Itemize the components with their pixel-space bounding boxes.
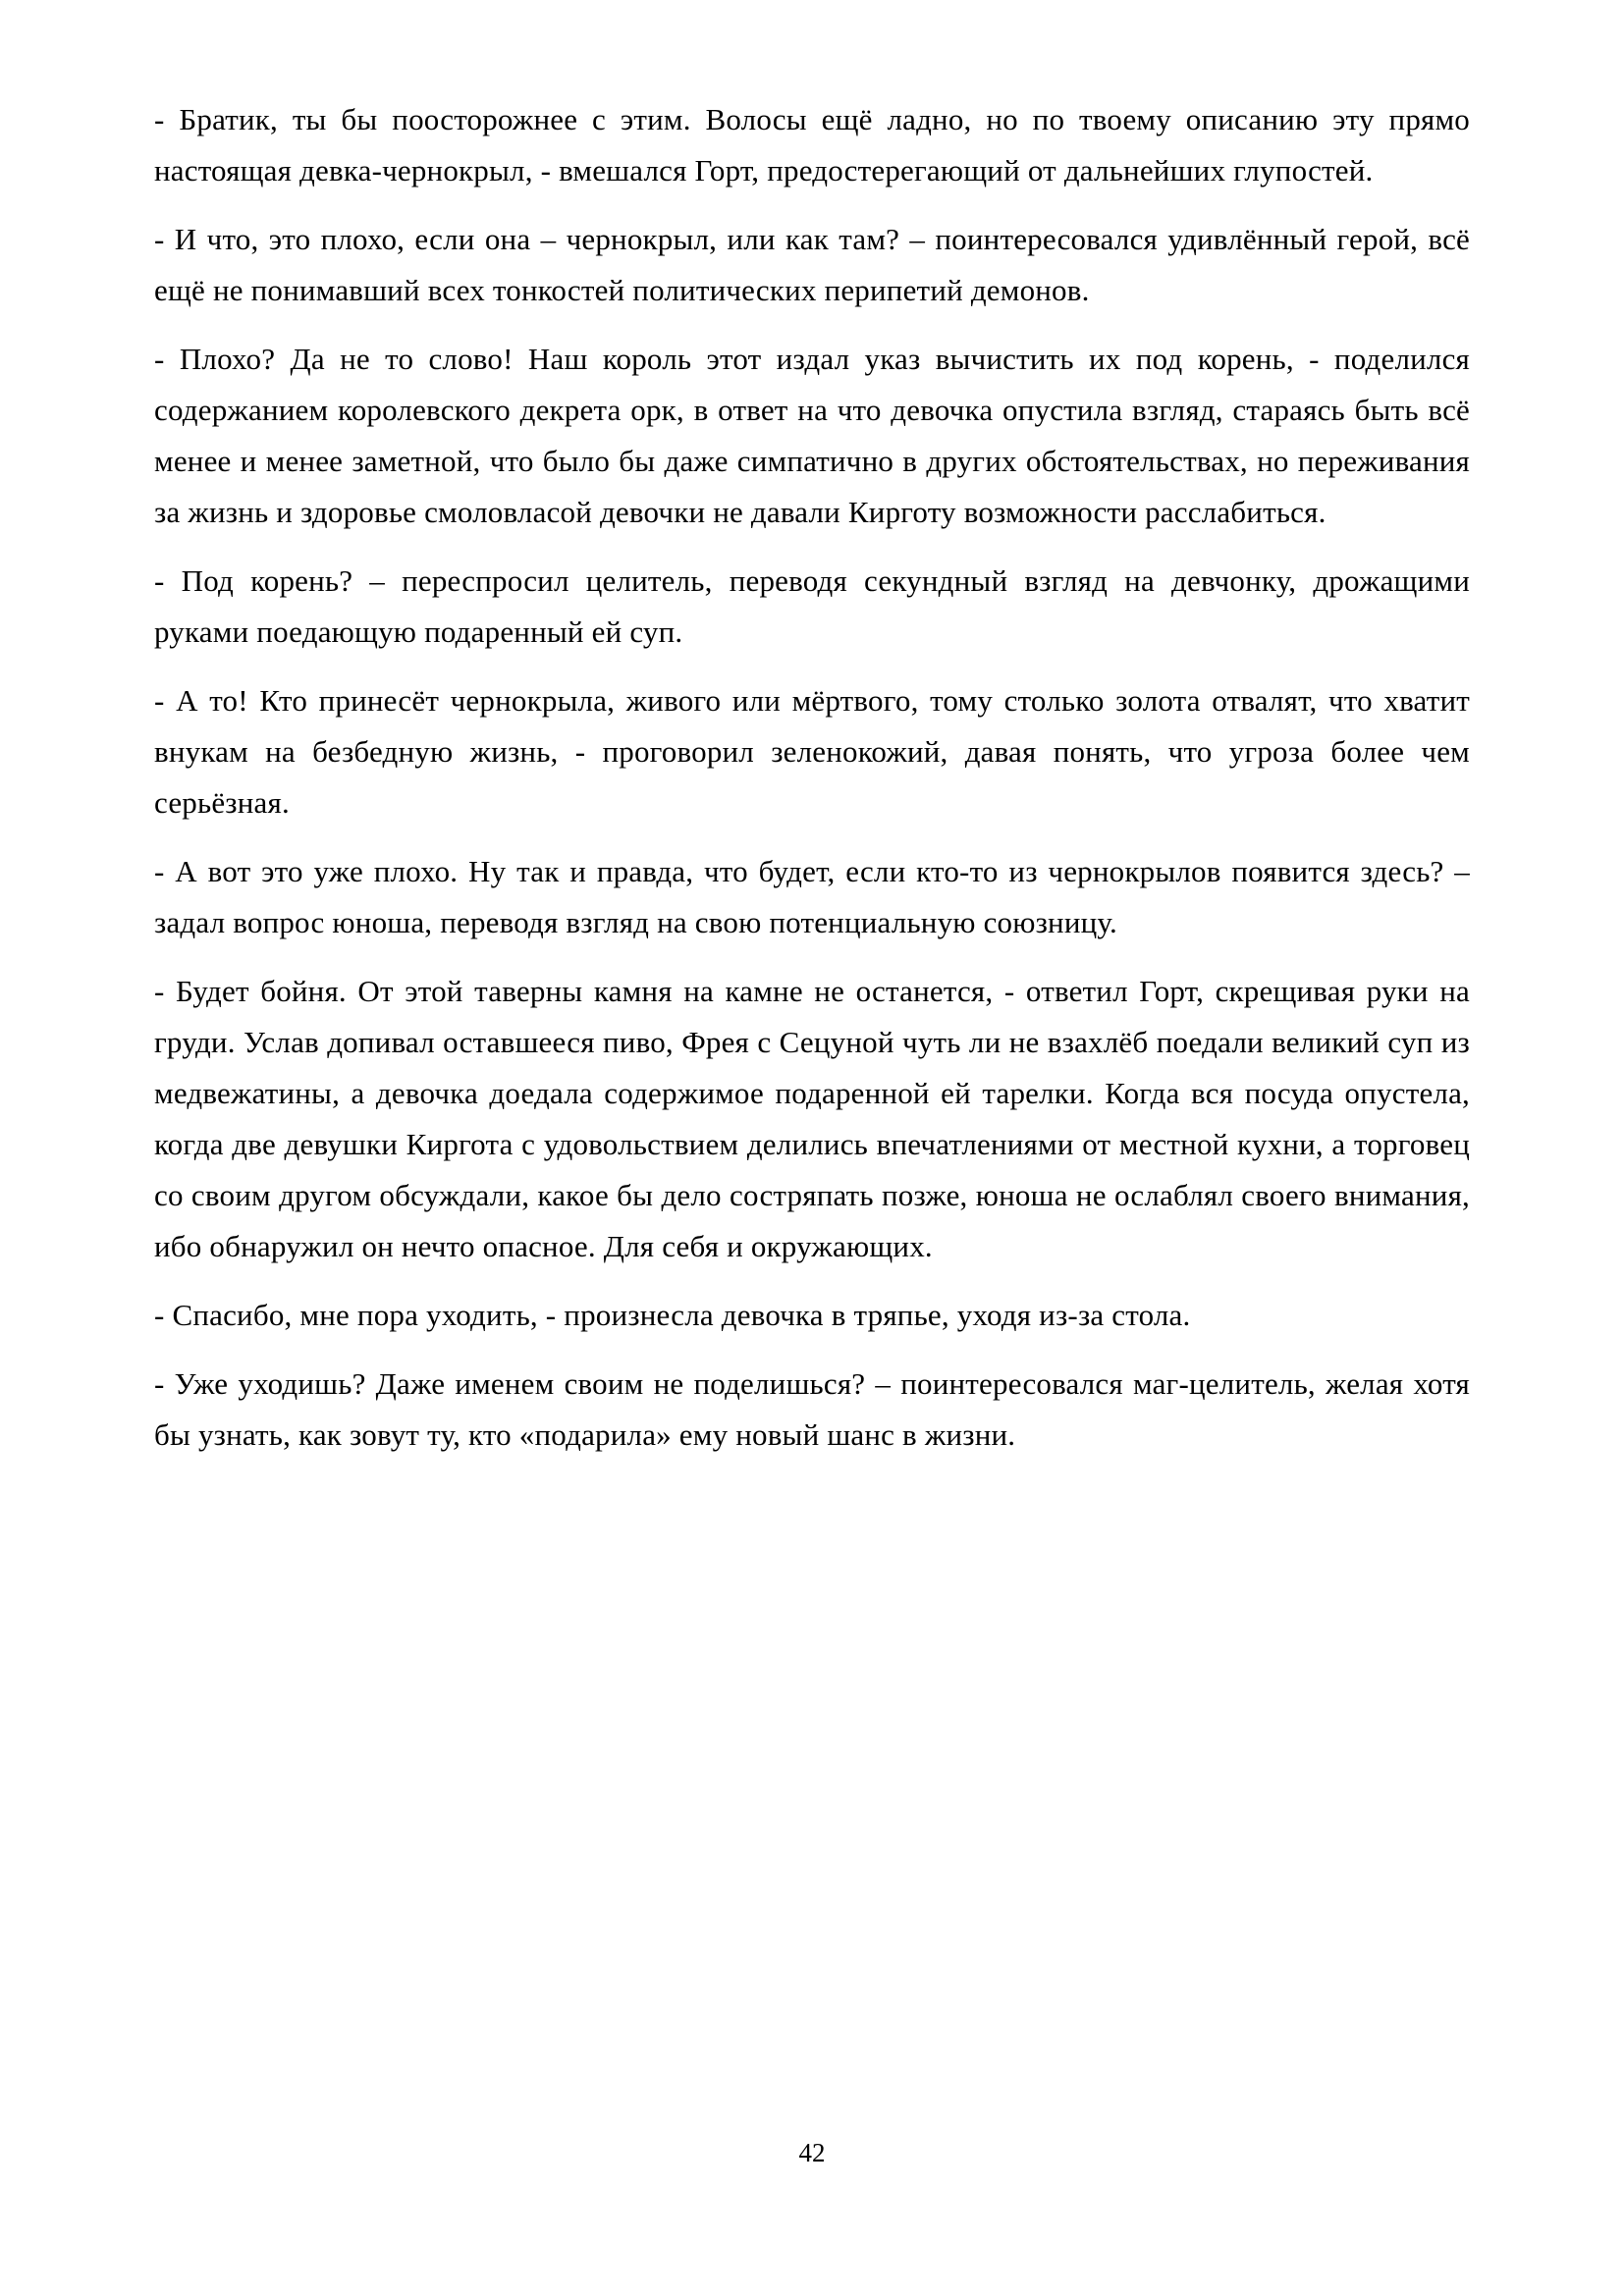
paragraph: - Будет бойня. От этой таверны камня на камне не останется, - ответил Горт, скрещивая руки на груди. Услав допивал оставшееся пиво, Фрея с Сецуной чуть ли не взахлёб поедали великий суп из медвежатины, а девочка доедала содержимое подаренной ей тарелки. Когда вся посуда опустела, когда две девушки Киргота с удовольствием делились впечатлениями от местной кухни, а торговец со своим другом обсуждали, какое бы дело состряпать позже, юноша не ослаблял своего внимания, ибо обнаружил он нечто опасное. Для себя и окружающих. [154,974,1470,1263]
paragraph: - Уже уходишь? Даже именем своим не поделишься? – поинтересовался маг-целитель, желая хотя бы узнать, как зовут ту, кто «подарила» ему новый шанс в жизни. [154,1366,1470,1452]
paragraph: - А то! Кто принесёт чернокрыла, живого или мёртвого, тому столько золота отвалят, что хватит внукам на безбедную жизнь, - проговорил зеленокожий, давая понять, что угроза более чем серьёзная. [154,683,1470,820]
page-text-block [154,94,1470,1478]
page-number: 42 [798,2138,826,2167]
paragraph: - Братик, ты бы поосторожнее с этим. Волосы ещё ладно, но по твоему описанию эту прямо настоящая девка-чернокрыл, - вмешался Горт, предостерегающий от дальнейших глупостей. [154,102,1470,187]
paragraph: - И что, это плохо, если она – чернокрыл, или как там? – поинтересовался удивлённый герой, всё ещё не понимавший всех тонкостей политических перипетий демонов. [154,222,1470,307]
paragraph: - Под корень? – переспросил целитель, переводя секундный взгляд на девчонку, дрожащими руками поедающую подаренный ей суп. [154,563,1470,649]
paragraph: - Спасибо, мне пора уходить, - произнесла девочка в тряпье, уходя из-за стола. [154,1298,1191,1332]
paragraph: - А вот это уже плохо. Ну так и правда, что будет, если кто-то из чернокрылов появится здесь? – задал вопрос юноша, переводя взгляд на свою потенциальную союзницу. [154,854,1470,939]
paragraph: - Плохо? Да не то слово! Наш король этот издал указ вычистить их под корень, - поделился содержанием королевского декрета орк, в ответ на что девочка опустила взгляд, стараясь быть всё менее и менее заметной, что было бы даже симпатично в других обстоятельствах, но переживания за жизнь и здоровье смоловласой девочки не давали Кирготу возможности расслабиться. [154,342,1470,529]
